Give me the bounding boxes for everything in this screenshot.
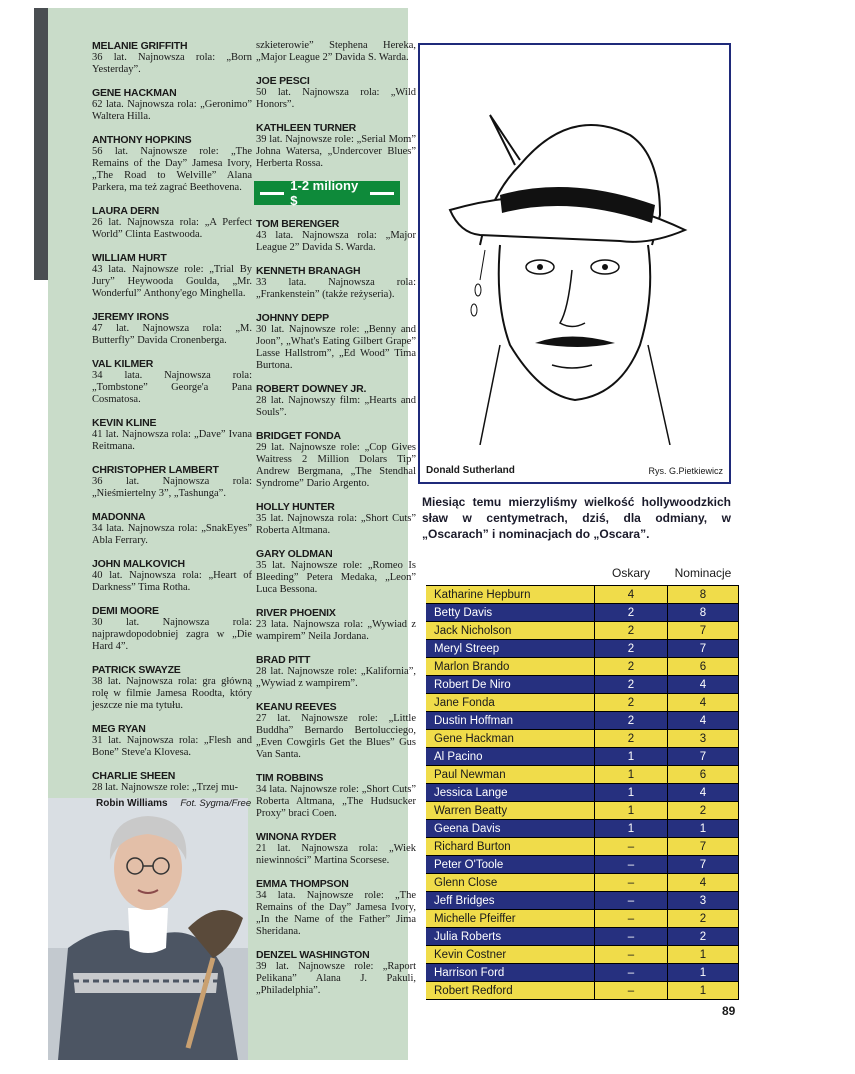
banner-bar-left — [260, 192, 284, 195]
oscars-cell: – — [595, 982, 668, 1000]
header-name — [426, 560, 595, 586]
oscars-cell: 1 — [595, 748, 668, 766]
actor-description: 34 lata. Najnowsze role: „Short Cuts” Roberta Altmana, „The Hudsucker Proxy” braci Coen. — [256, 784, 416, 819]
actor-cell: Al Pacino — [426, 748, 595, 766]
actor-description: 35 lat. Najnowsze role: „Romeo Is Bleeding” Petera Medaka, „Leon” Luca Bessona. — [256, 560, 416, 595]
actor-entry — [92, 770, 252, 794]
oscars-cell: 1 — [595, 802, 668, 820]
actor-description: 30 lat. Najnowsze role: „Benny and Joon”, „What's Eating Gilbert Grape” Lasse Hallstrom”, „Ed Wood” Tima Burtona. — [256, 324, 416, 371]
table-row — [426, 748, 739, 766]
actor-cell: Paul Newman — [426, 766, 595, 784]
table-body — [426, 586, 739, 1000]
actor-cell: Peter O'Toole — [426, 856, 595, 874]
nominations-cell: 7 — [668, 640, 739, 658]
nominations-cell: 1 — [668, 820, 739, 838]
actor-entry — [256, 654, 416, 690]
actor-cell: Geena Davis — [426, 820, 595, 838]
actor-entry — [256, 218, 416, 254]
table-row — [426, 694, 739, 712]
actor-description: 34 lata. Najnowsza rola: „Tombstone” George'a Pana Cosmatosa. — [92, 370, 252, 405]
actor-entry — [92, 605, 252, 653]
actor-name: JOHN MALKOVICH — [92, 558, 185, 570]
actor-name: TIM ROBBINS — [256, 772, 324, 784]
table-row — [426, 640, 739, 658]
table-row — [426, 676, 739, 694]
table-row — [426, 604, 739, 622]
table-row — [426, 622, 739, 640]
photo-credit: Fot. Sygma/Free — [180, 798, 252, 809]
actor-cell: Jessica Lange — [426, 784, 595, 802]
caricature-drawing — [420, 45, 725, 445]
actor-entry — [256, 312, 416, 372]
actor-cell: Katharine Hepburn — [426, 586, 595, 604]
actor-name: RIVER PHOENIX — [256, 607, 336, 619]
actor-entry — [256, 607, 416, 643]
actor-entry — [92, 134, 252, 194]
caricature-box — [418, 43, 731, 484]
actor-entry — [256, 501, 416, 537]
table-header-row — [426, 560, 739, 586]
nominations-cell: 1 — [668, 964, 739, 982]
oscars-cell: – — [595, 892, 668, 910]
actors-column-1 — [92, 40, 252, 805]
actor-name: BRAD PITT — [256, 654, 311, 666]
banner-label: 1-2 miliony $ — [290, 178, 359, 208]
actor-name: WILLIAM HURT — [92, 252, 167, 264]
oscars-cell: – — [595, 910, 668, 928]
actor-description: 23 lata. Najnowsza rola: „Wywiad z wampirem” Neila Jordana. — [256, 619, 416, 642]
photo-caption — [96, 798, 251, 809]
actor-description: 28 lat. Najnowszy film: „Hearts and Souls”. — [256, 395, 416, 418]
actor-entry — [256, 831, 416, 867]
actor-entry — [92, 664, 252, 712]
table-row — [426, 892, 739, 910]
actor-entry — [92, 87, 252, 123]
actor-name: EMMA THOMPSON — [256, 878, 349, 890]
nominations-cell: 1 — [668, 946, 739, 964]
oscars-cell: 1 — [595, 784, 668, 802]
actor-cell: Jane Fonda — [426, 694, 595, 712]
nominations-cell: 4 — [668, 712, 739, 730]
nominations-cell: 4 — [668, 874, 739, 892]
actor-name: VAL KILMER — [92, 358, 154, 370]
actor-cell: Robert De Niro — [426, 676, 595, 694]
actor-entry — [256, 548, 416, 596]
actor-cell: Jack Nicholson — [426, 622, 595, 640]
actor-description: 62 lata. Najnowsza rola: „Geronimo” Waltera Hilla. — [92, 99, 252, 122]
actor-cell: Jeff Bridges — [426, 892, 595, 910]
header-oskary: Oskary — [611, 565, 650, 580]
actor-name: BRIDGET FONDA — [256, 430, 341, 442]
oscars-cell: 2 — [595, 694, 668, 712]
actor-description: 38 lat. Najnowsza rola: gra główną rolę w filmie Jamesa Roodta, który jeszcze nie ma tytułu. — [92, 676, 252, 711]
table-row — [426, 982, 739, 1000]
actor-description: 56 lat. Najnowsze role: „The Remains of the Day” Jamesa Ivory, „The Road to Welville” Alana Parkera, ma też zagrać Beethovena. — [92, 146, 252, 193]
oscars-cell: – — [595, 838, 668, 856]
actor-name: ANTHONY HOPKINS — [92, 134, 192, 146]
actor-cell: Marlon Brando — [426, 658, 595, 676]
actor-description: 28 lat. Najnowsze role: „Trzej mu- — [92, 782, 238, 793]
oscars-cell: 2 — [595, 604, 668, 622]
oscars-cell: – — [595, 856, 668, 874]
table-row — [426, 586, 739, 604]
table-row — [426, 802, 739, 820]
nominations-cell: 7 — [668, 748, 739, 766]
actor-name: MELANIE GRIFFITH — [92, 40, 188, 52]
table-row — [426, 784, 739, 802]
actor-description: 43 lata. Najnowsza rola: „Major League 2” Davida S. Warda. — [256, 230, 416, 253]
nominations-cell: 1 — [668, 982, 739, 1000]
oscars-cell: 2 — [595, 712, 668, 730]
actor-name: CHARLIE SHEEN — [92, 770, 176, 782]
actor-name: JEREMY IRONS — [92, 311, 169, 323]
actor-description: 35 lat. Najnowsza rola: „Short Cuts” Roberta Altmana. — [256, 513, 416, 536]
actors-column-2 — [256, 40, 416, 1008]
actor-name: GARY OLDMAN — [256, 548, 333, 560]
actor-name: PATRICK SWAYZE — [92, 664, 181, 676]
banner-bar-right — [370, 192, 394, 195]
table-row — [426, 658, 739, 676]
actor-entry — [256, 383, 416, 419]
actor-entry — [256, 878, 416, 938]
actor-cell: Harrison Ford — [426, 964, 595, 982]
actor-name: ROBERT DOWNEY JR. — [256, 383, 367, 395]
table-intro: Miesiąc temu mierzyliśmy wielkość hollywoodzkich sław w centymetrach, dziś, dla odmiany, w „Oscarach” i nominacjach do „Oscara”. — [422, 495, 731, 541]
nominations-cell: 4 — [668, 694, 739, 712]
oscars-cell: – — [595, 928, 668, 946]
actor-name: KENNETH BRANAGH — [256, 265, 361, 277]
nominations-cell: 2 — [668, 910, 739, 928]
nominations-cell: 7 — [668, 838, 739, 856]
actor-description: 34 lata. Najnowsza rola: „SnakEyes” Abla Ferrary. — [92, 523, 252, 546]
actor-entry — [256, 772, 416, 820]
table-row — [426, 712, 739, 730]
actor-entry — [256, 265, 416, 301]
actor-description: 21 lat. Najnowsza rola: „Wiek niewinności” Martina Scorsese. — [256, 843, 416, 866]
actor-description: 36 lat. Najnowsza rola: „Born Yesterday”. — [92, 52, 252, 75]
oscars-cell: 2 — [595, 730, 668, 748]
oscars-cell: – — [595, 946, 668, 964]
actor-name: KEANU REEVES — [256, 701, 337, 713]
actor-cell: Dustin Hoffman — [426, 712, 595, 730]
oscars-cell: – — [595, 874, 668, 892]
header-nominacje: Nominacje — [674, 565, 732, 580]
actor-name: HOLLY HUNTER — [256, 501, 335, 513]
actor-description: 29 lat. Najnowsze role: „Cop Gives Waitress 2 Million Dolars Tip” Andrew Bergmana, „The Stendhal Syndrome” Dario Argento. — [256, 442, 416, 489]
actor-description: 41 lat. Najnowsza rola: „Dave” Ivana Reitmana. — [92, 429, 252, 452]
actor-cell: Michelle Pfeiffer — [426, 910, 595, 928]
oscars-cell: – — [595, 964, 668, 982]
actor-name: DENZEL WASHINGTON — [256, 949, 370, 961]
actor-entry — [92, 723, 252, 759]
actor-entry — [92, 358, 252, 406]
oscar-table — [426, 560, 739, 1000]
nominations-cell: 4 — [668, 676, 739, 694]
actor-entry — [92, 311, 252, 347]
salary-banner — [254, 178, 400, 208]
actor-cell: Warren Beatty — [426, 802, 595, 820]
actor-entry — [92, 511, 252, 547]
nominations-cell: 3 — [668, 892, 739, 910]
actor-cell: Julia Roberts — [426, 928, 595, 946]
actor-entry — [92, 205, 252, 241]
nominations-cell: 7 — [668, 622, 739, 640]
actor-description: 31 lat. Najnowsza rola: „Flesh and Bone” Steve'a Klovesa. — [92, 735, 252, 758]
nominations-cell: 2 — [668, 802, 739, 820]
page-number: 89 — [722, 1004, 736, 1018]
actor-description: 40 lat. Najnowsza rola: „Heart of Darkness” Tima Rotha. — [92, 570, 252, 593]
nominations-cell: 2 — [668, 928, 739, 946]
nominations-cell: 8 — [668, 586, 739, 604]
table-row — [426, 910, 739, 928]
actor-name: KATHLEEN TURNER — [256, 122, 357, 134]
actor-cell: Betty Davis — [426, 604, 595, 622]
oscars-cell: 4 — [595, 586, 668, 604]
oscars-cell: 1 — [595, 820, 668, 838]
actor-entry — [256, 122, 416, 170]
table-row — [426, 730, 739, 748]
actor-cell: Meryl Streep — [426, 640, 595, 658]
actor-description: 30 lat. Najnowsza rola: najprawdopodobniej zagra w „Die Hard 4”. — [92, 617, 252, 652]
oscars-cell: 2 — [595, 622, 668, 640]
actors-group-1-2m — [256, 218, 416, 997]
table-row — [426, 928, 739, 946]
robin-williams-photo — [48, 798, 248, 1060]
actor-description: 39 lat. Najnowsze role: „Raport Pelikana” Alana J. Pakuli, „Philadelphia”. — [256, 961, 416, 996]
actor-description: 47 lat. Najnowsza rola: „M. Butterfly” Davida Cronenberga. — [92, 323, 252, 346]
actor-entry — [256, 75, 416, 111]
table-row — [426, 874, 739, 892]
photo-illustration — [48, 798, 248, 1060]
actor-entry — [92, 558, 252, 594]
actor-name: JOHNNY DEPP — [256, 312, 329, 324]
actor-name: LAURA DERN — [92, 205, 160, 217]
actor-entry — [256, 701, 416, 761]
actors-group-over-2m — [256, 75, 416, 170]
actor-description: 26 lat. Najnowsza rola: „A Perfect World” Clinta Eastwooda. — [92, 217, 252, 240]
actor-name: CHRISTOPHER LAMBERT — [92, 464, 219, 476]
oscars-cell: 2 — [595, 676, 668, 694]
actor-cell: Robert Redford — [426, 982, 595, 1000]
nominations-cell: 8 — [668, 604, 739, 622]
actor-entry — [92, 464, 252, 500]
actor-cell: Gene Hackman — [426, 730, 595, 748]
actor-entry — [92, 40, 252, 76]
oscars-cell: 1 — [595, 766, 668, 784]
oscars-cell: 2 — [595, 640, 668, 658]
actor-entry — [92, 417, 252, 453]
actor-description: 28 lat. Najnowsze role: „Kalifornia”, „Wywiad z wampirem”. — [256, 666, 416, 689]
table-row — [426, 946, 739, 964]
actor-name: MADONNA — [92, 511, 146, 523]
actor-cell: Kevin Costner — [426, 946, 595, 964]
actor-description: 36 lat. Najnowsza rola: „Nieśmiertelny 3”, „Tashunga”. — [92, 476, 252, 499]
actor-description: 50 lat. Najnowsza rola: „Wild Honors”. — [256, 87, 416, 110]
actor-description: 34 lata. Najnowsze role: „The Remains of the Day” Jamesa Ivory, „In the Name of the Father” Jima Sheridana. — [256, 890, 416, 937]
cartoon-caption: Donald Sutherland — [426, 465, 515, 476]
continued-text: szkieterowie” Stephena Hereka, „Major League 2” Davida S. Warda. — [256, 40, 416, 63]
actor-name: DEMI MOORE — [92, 605, 159, 617]
table-row — [426, 820, 739, 838]
actor-entry — [92, 252, 252, 300]
actor-name: JOE PESCI — [256, 75, 310, 87]
page-edge-strip — [34, 8, 48, 280]
actor-description: 33 lata. Najnowsza rola: „Frankenstein” (także reżyseria). — [256, 277, 416, 300]
nominations-cell: 4 — [668, 784, 739, 802]
cartoon-credit: Rys. G.Pietkiewicz — [648, 466, 723, 476]
oscars-cell: 2 — [595, 658, 668, 676]
photo-name: Robin Williams — [96, 798, 168, 809]
nominations-cell: 6 — [668, 766, 739, 784]
table-row — [426, 856, 739, 874]
nominations-cell: 7 — [668, 856, 739, 874]
nominations-cell: 6 — [668, 658, 739, 676]
table-row — [426, 838, 739, 856]
actor-name: MEG RYAN — [92, 723, 146, 735]
nominations-cell: 3 — [668, 730, 739, 748]
actor-description: 27 lat. Najnowsze role: „Little Buddha” Bernardo Bertolucciego, „Even Cowgirls Get the Blues” Gus Van Santa. — [256, 713, 416, 760]
actor-entry — [256, 430, 416, 490]
actor-name: TOM BERENGER — [256, 218, 340, 230]
table-row — [426, 766, 739, 784]
actor-entry — [256, 949, 416, 997]
actor-cell: Glenn Close — [426, 874, 595, 892]
actor-description: 43 lata. Najnowsze role: „Trial By Jury” Heywooda Goulda, „Mr. Wonderful” Anthony'ego Minghella. — [92, 264, 252, 299]
actor-cell: Richard Burton — [426, 838, 595, 856]
table-row — [426, 964, 739, 982]
actor-name: GENE HACKMAN — [92, 87, 177, 99]
actor-name: WINONA RYDER — [256, 831, 337, 843]
actor-name: KEVIN KLINE — [92, 417, 157, 429]
actor-description: 39 lat. Najnowsze role: „Serial Mom” Johna Watersa, „Undercover Blues” Herberta Rossa. — [256, 134, 416, 169]
